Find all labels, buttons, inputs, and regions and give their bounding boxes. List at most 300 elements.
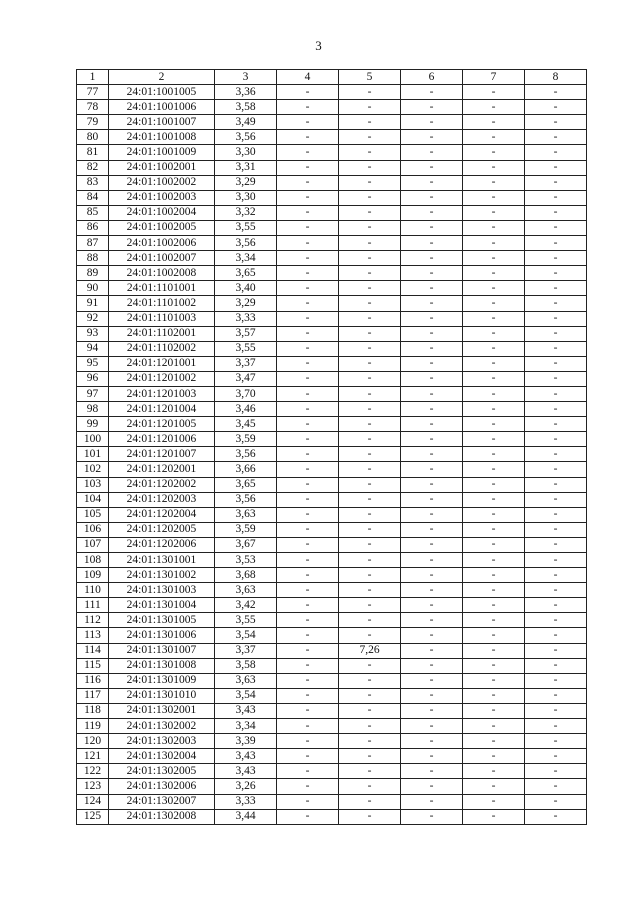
table-row (77, 190, 587, 205)
table-cell: 3,59 (215, 522, 277, 537)
table-cell: - (525, 251, 587, 266)
column-header-2: 2 (109, 70, 215, 85)
table-cell: 24:01:1002007 (109, 251, 215, 266)
table-cell: - (339, 417, 401, 432)
table-cell: 3,39 (215, 734, 277, 749)
table-cell: 24:01:1301008 (109, 658, 215, 673)
table-cell: 3,65 (215, 477, 277, 492)
table-cell: - (525, 386, 587, 401)
table-row (77, 386, 587, 401)
table-cell: - (525, 703, 587, 718)
table-cell: 3,44 (215, 809, 277, 824)
table-cell: - (463, 749, 525, 764)
table-cell: 24:01:1201007 (109, 447, 215, 462)
table-cell: - (463, 688, 525, 703)
table-cell: 24:01:1201003 (109, 386, 215, 401)
table-row (77, 462, 587, 477)
table-cell: - (525, 628, 587, 643)
table-cell: 3,43 (215, 764, 277, 779)
column-header-7: 7 (463, 70, 525, 85)
table-row (77, 568, 587, 583)
table-cell: 24:01:1002008 (109, 266, 215, 281)
table-cell: 3,55 (215, 613, 277, 628)
table-cell: - (401, 311, 463, 326)
table-cell: - (401, 779, 463, 794)
table-cell: - (339, 386, 401, 401)
table-row (77, 794, 587, 809)
table-cell: - (277, 296, 339, 311)
table-cell: - (463, 371, 525, 386)
table-cell: 3,45 (215, 417, 277, 432)
table-cell: 3,59 (215, 432, 277, 447)
table-cell: - (277, 145, 339, 160)
table-cell: - (401, 658, 463, 673)
table-cell: - (463, 100, 525, 115)
table-cell: - (277, 236, 339, 251)
table-cell: - (525, 794, 587, 809)
table-cell: 91 (77, 296, 109, 311)
table-cell: 3,29 (215, 175, 277, 190)
table-cell: 3,30 (215, 145, 277, 160)
table-cell: 24:01:1101002 (109, 296, 215, 311)
table-row (77, 764, 587, 779)
table-cell: - (401, 266, 463, 281)
table-cell: - (525, 190, 587, 205)
table-cell: - (339, 432, 401, 447)
table-row (77, 311, 587, 326)
table-cell: 24:01:1301010 (109, 688, 215, 703)
table-cell: - (401, 477, 463, 492)
table-cell: 24:01:1002003 (109, 190, 215, 205)
table-cell: - (339, 553, 401, 568)
table-cell: - (463, 779, 525, 794)
table-cell: 24:01:1002001 (109, 160, 215, 175)
table-row (77, 417, 587, 432)
table-cell: - (339, 764, 401, 779)
table-cell: - (277, 688, 339, 703)
table-cell: - (339, 175, 401, 190)
table-row (77, 537, 587, 552)
table-cell: - (277, 356, 339, 371)
table-cell: - (525, 100, 587, 115)
table-cell: - (525, 296, 587, 311)
table-cell: - (339, 326, 401, 341)
table-cell: - (401, 341, 463, 356)
table-cell: - (525, 266, 587, 281)
table-cell: - (401, 220, 463, 235)
table-cell: - (401, 522, 463, 537)
table-row (77, 356, 587, 371)
table-cell: - (339, 749, 401, 764)
table-row (77, 130, 587, 145)
table-cell: 119 (77, 719, 109, 734)
table-cell: 106 (77, 522, 109, 537)
table-cell: - (339, 613, 401, 628)
table-cell: - (277, 85, 339, 100)
table-row (77, 673, 587, 688)
table-cell: 80 (77, 130, 109, 145)
table-cell: 3,31 (215, 160, 277, 175)
table-cell: 97 (77, 386, 109, 401)
table-row (77, 205, 587, 220)
table-cell: - (525, 220, 587, 235)
table-cell: - (277, 749, 339, 764)
table-row (77, 432, 587, 447)
table-cell: - (463, 447, 525, 462)
table-cell: 3,47 (215, 371, 277, 386)
table-cell: - (401, 432, 463, 447)
table-row (77, 100, 587, 115)
table-cell: - (339, 537, 401, 552)
table-cell: 24:01:1302007 (109, 794, 215, 809)
table-row (77, 266, 587, 281)
table-cell: - (339, 100, 401, 115)
table-cell: - (277, 386, 339, 401)
table-cell: - (277, 522, 339, 537)
table-cell: 3,53 (215, 553, 277, 568)
table-cell: - (339, 311, 401, 326)
table-cell: - (277, 779, 339, 794)
table-cell: - (525, 734, 587, 749)
table-cell: - (525, 598, 587, 613)
table-cell: 3,26 (215, 779, 277, 794)
table-cell: - (339, 568, 401, 583)
table-cell: - (463, 794, 525, 809)
table-cell: - (525, 341, 587, 356)
table-cell: - (339, 719, 401, 734)
table-cell: - (525, 462, 587, 477)
table-cell: - (401, 100, 463, 115)
table-cell: 89 (77, 266, 109, 281)
table-cell: - (525, 779, 587, 794)
table-cell: - (339, 583, 401, 598)
table-cell: - (525, 236, 587, 251)
table-cell: - (339, 779, 401, 794)
table-row (77, 749, 587, 764)
table-cell: 3,42 (215, 598, 277, 613)
table-cell: 85 (77, 205, 109, 220)
table-cell: 96 (77, 371, 109, 386)
table-cell: 3,43 (215, 749, 277, 764)
table-cell: - (463, 190, 525, 205)
table-row (77, 477, 587, 492)
table-cell: 120 (77, 734, 109, 749)
table-cell: 24:01:1301003 (109, 583, 215, 598)
table-body (77, 85, 587, 825)
table-cell: 24:01:1301009 (109, 673, 215, 688)
table-cell: - (277, 507, 339, 522)
table-cell: - (463, 341, 525, 356)
table-row (77, 175, 587, 190)
table-row (77, 296, 587, 311)
table-cell: - (401, 175, 463, 190)
table-cell: 3,33 (215, 311, 277, 326)
table-cell: 111 (77, 598, 109, 613)
table-cell: 24:01:1302006 (109, 779, 215, 794)
table-cell: 24:01:1101003 (109, 311, 215, 326)
table-cell: - (277, 432, 339, 447)
table-header (77, 70, 587, 85)
table-cell: - (401, 251, 463, 266)
table-row (77, 643, 587, 658)
table-cell: - (525, 583, 587, 598)
table-cell: 84 (77, 190, 109, 205)
table-cell: - (339, 281, 401, 296)
table-cell: - (277, 719, 339, 734)
table-cell: - (463, 160, 525, 175)
table-cell: 24:01:1302003 (109, 734, 215, 749)
table-cell: 24:01:1001005 (109, 85, 215, 100)
table-cell: 86 (77, 220, 109, 235)
table-cell: - (463, 568, 525, 583)
table-cell: 3,55 (215, 341, 277, 356)
table-cell: - (463, 537, 525, 552)
table-cell: 24:01:1202005 (109, 522, 215, 537)
table-row (77, 402, 587, 417)
table-cell: - (401, 447, 463, 462)
table-cell: 24:01:1202003 (109, 492, 215, 507)
table-cell: 115 (77, 658, 109, 673)
table-cell: - (463, 522, 525, 537)
table-cell: - (463, 613, 525, 628)
table-cell: - (401, 507, 463, 522)
header-row (77, 70, 587, 85)
table-cell: 24:01:1201006 (109, 432, 215, 447)
table-cell: 117 (77, 688, 109, 703)
table-row (77, 719, 587, 734)
table-cell: - (463, 719, 525, 734)
table-cell: 3,68 (215, 568, 277, 583)
table-cell: - (525, 145, 587, 160)
table-cell: - (277, 205, 339, 220)
table-cell: - (339, 522, 401, 537)
table-row (77, 251, 587, 266)
table-cell: - (463, 281, 525, 296)
table-cell: - (401, 371, 463, 386)
table-cell: 124 (77, 794, 109, 809)
table-cell: - (463, 583, 525, 598)
table-row (77, 115, 587, 130)
table-row (77, 703, 587, 718)
table-cell: 24:01:1301001 (109, 553, 215, 568)
table-cell: 87 (77, 236, 109, 251)
table-cell: - (463, 236, 525, 251)
table-cell: 3,34 (215, 719, 277, 734)
table-cell: 3,63 (215, 583, 277, 598)
table-row (77, 779, 587, 794)
table-cell: - (525, 326, 587, 341)
table-cell: - (401, 643, 463, 658)
table-cell: 88 (77, 251, 109, 266)
table-cell: 92 (77, 311, 109, 326)
table-cell: - (339, 115, 401, 130)
table-cell: - (463, 432, 525, 447)
table-cell: - (525, 356, 587, 371)
table-cell: 109 (77, 568, 109, 583)
table-cell: - (401, 417, 463, 432)
table-cell: 3,65 (215, 266, 277, 281)
table-cell: 3,63 (215, 507, 277, 522)
table-row (77, 598, 587, 613)
table-cell: - (277, 477, 339, 492)
table-cell: - (463, 251, 525, 266)
table-cell: - (401, 703, 463, 718)
table-cell: - (401, 115, 463, 130)
table-cell: - (277, 537, 339, 552)
table-cell: - (401, 764, 463, 779)
table-cell: - (339, 220, 401, 235)
table-cell: 118 (77, 703, 109, 718)
table-cell: - (463, 175, 525, 190)
table-cell: 24:01:1001008 (109, 130, 215, 145)
table-cell: - (463, 764, 525, 779)
table-cell: 3,43 (215, 703, 277, 718)
table-cell: - (401, 462, 463, 477)
table-cell: 3,32 (215, 205, 277, 220)
table-cell: 94 (77, 341, 109, 356)
table-row (77, 734, 587, 749)
table-cell: - (277, 220, 339, 235)
table-cell: - (339, 251, 401, 266)
table-cell: - (525, 447, 587, 462)
table-cell: - (525, 522, 587, 537)
table-cell: - (463, 462, 525, 477)
table-cell: - (525, 402, 587, 417)
table-cell: - (277, 160, 339, 175)
table-cell: - (401, 583, 463, 598)
table-cell: 24:01:1202006 (109, 537, 215, 552)
table-cell: 24:01:1301002 (109, 568, 215, 583)
table-cell: 121 (77, 749, 109, 764)
table-cell: - (401, 673, 463, 688)
page-number: 3 (315, 38, 322, 53)
table-cell: - (463, 220, 525, 235)
table-cell: - (277, 764, 339, 779)
table-cell: - (463, 658, 525, 673)
table-cell: - (339, 673, 401, 688)
table-cell: - (463, 296, 525, 311)
table-cell: - (401, 568, 463, 583)
table-cell: 24:01:1002002 (109, 175, 215, 190)
table-cell: - (463, 402, 525, 417)
table-cell: - (463, 492, 525, 507)
table-cell: 7,26 (339, 643, 401, 658)
table-cell: - (339, 462, 401, 477)
table-cell: - (339, 447, 401, 462)
table-cell: - (401, 190, 463, 205)
table-cell: 3,56 (215, 492, 277, 507)
table-cell: - (277, 311, 339, 326)
table-cell: 24:01:1302004 (109, 749, 215, 764)
table-cell: - (339, 598, 401, 613)
table-cell: - (277, 809, 339, 824)
table-cell: - (525, 432, 587, 447)
table-cell: - (277, 794, 339, 809)
table-cell: - (463, 386, 525, 401)
table-cell: - (525, 553, 587, 568)
table-row (77, 628, 587, 643)
table-cell: - (277, 341, 339, 356)
table-cell: - (463, 809, 525, 824)
table-row (77, 281, 587, 296)
table-row (77, 583, 587, 598)
column-header-1: 1 (77, 70, 109, 85)
table-cell: - (277, 115, 339, 130)
table-cell: - (401, 296, 463, 311)
table-cell: - (339, 190, 401, 205)
table-cell: - (277, 598, 339, 613)
column-header-3: 3 (215, 70, 277, 85)
table-cell: - (525, 160, 587, 175)
table-cell: - (525, 688, 587, 703)
table-cell: - (525, 492, 587, 507)
table-cell: - (401, 598, 463, 613)
table-cell: - (463, 643, 525, 658)
table-cell: - (339, 809, 401, 824)
table-cell: - (339, 794, 401, 809)
table-cell: 24:01:1202004 (109, 507, 215, 522)
table-cell: - (401, 402, 463, 417)
table-cell: 108 (77, 553, 109, 568)
table-cell: 3,63 (215, 673, 277, 688)
table-cell: 110 (77, 583, 109, 598)
table-cell: 24:01:1202001 (109, 462, 215, 477)
table-cell: - (339, 688, 401, 703)
table-cell: 24:01:1002004 (109, 205, 215, 220)
table-cell: 3,46 (215, 402, 277, 417)
table-cell: - (525, 673, 587, 688)
table-cell: 24:01:1001006 (109, 100, 215, 115)
table-cell: 24:01:1301007 (109, 643, 215, 658)
table-cell: - (401, 688, 463, 703)
table-cell: - (277, 371, 339, 386)
table-cell: 3,37 (215, 643, 277, 658)
table-cell: - (525, 643, 587, 658)
table-cell: 103 (77, 477, 109, 492)
table-cell: 24:01:1201004 (109, 402, 215, 417)
table-row (77, 658, 587, 673)
table-cell: - (463, 205, 525, 220)
table-cell: - (463, 703, 525, 718)
table-cell: - (525, 371, 587, 386)
table-row (77, 85, 587, 100)
table-cell: - (277, 190, 339, 205)
table-cell: - (277, 703, 339, 718)
table-row (77, 688, 587, 703)
table-cell: - (277, 658, 339, 673)
table-cell: - (277, 583, 339, 598)
table-cell: - (339, 266, 401, 281)
table-cell: - (525, 809, 587, 824)
table-cell: - (525, 568, 587, 583)
table-cell: - (401, 749, 463, 764)
table-cell: - (339, 507, 401, 522)
table-cell: - (277, 462, 339, 477)
table-row (77, 553, 587, 568)
table-cell: 77 (77, 85, 109, 100)
table-cell: 116 (77, 673, 109, 688)
table-cell: 24:01:1102001 (109, 326, 215, 341)
table-cell: 93 (77, 326, 109, 341)
table-cell: 95 (77, 356, 109, 371)
table-cell: - (401, 492, 463, 507)
table-cell: - (401, 236, 463, 251)
table-cell: 24:01:1201005 (109, 417, 215, 432)
table-cell: - (463, 477, 525, 492)
table-cell: - (339, 236, 401, 251)
table-cell: - (525, 613, 587, 628)
table-cell: - (277, 673, 339, 688)
